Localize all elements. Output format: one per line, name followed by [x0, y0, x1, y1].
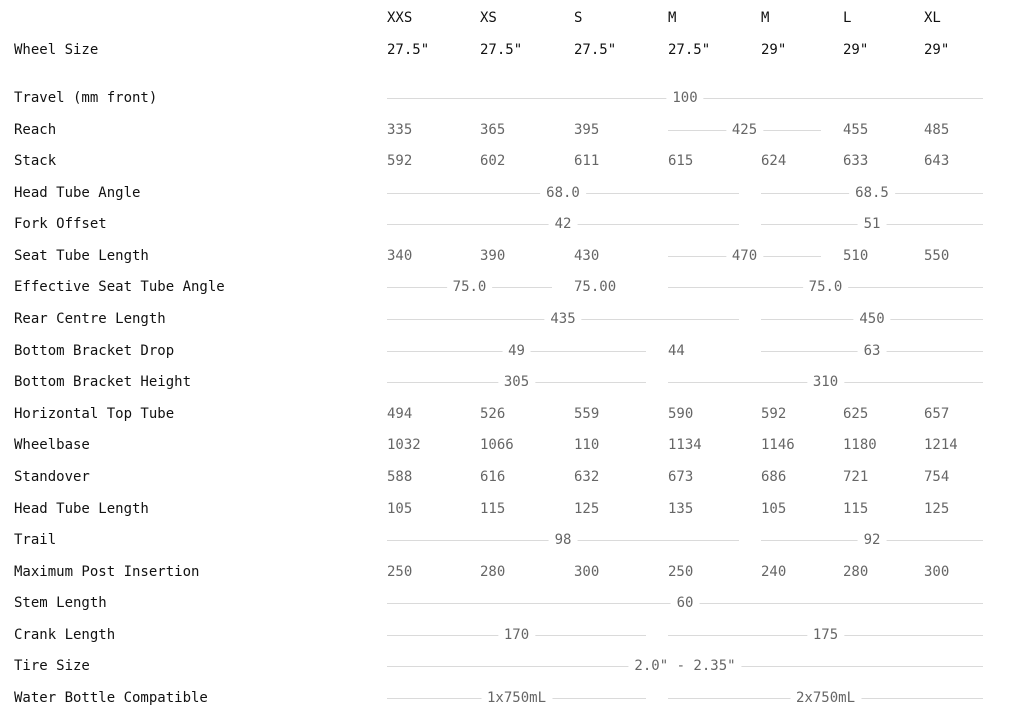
geometry-value: 335	[387, 122, 413, 138]
row-label-maximum-post-insertion: Maximum Post Insertion	[14, 564, 200, 580]
spanned-value-text: 310	[807, 373, 844, 391]
geometry-value: 115	[843, 501, 869, 517]
geometry-value: 494	[387, 406, 413, 422]
geometry-value: 135	[668, 501, 694, 517]
spanned-value	[387, 342, 646, 360]
spanned-value	[387, 278, 552, 296]
geometry-value: 592	[761, 406, 787, 422]
geometry-value: 611	[574, 153, 600, 169]
geometry-value: 485	[924, 122, 950, 138]
spanned-value-text: 51	[858, 215, 887, 233]
geometry-value: 430	[574, 248, 600, 264]
spanned-value-text: 98	[549, 531, 578, 549]
spanned-value-text: 63	[858, 342, 887, 360]
spanned-value	[387, 657, 983, 675]
geometry-value: 75.00	[574, 279, 617, 295]
geometry-value: 615	[668, 153, 694, 169]
geometry-value: 340	[387, 248, 413, 264]
spanned-value-text: 42	[549, 215, 578, 233]
row-label-wheelbase: Wheelbase	[14, 437, 90, 453]
size-header: XL	[924, 10, 941, 26]
row-label-trail: Trail	[14, 532, 57, 548]
geometry-value: 616	[480, 469, 506, 485]
spanned-value	[668, 121, 821, 139]
spanned-value	[668, 247, 821, 265]
wheel-size-value: 27.5"	[668, 42, 711, 58]
geometry-value: 110	[574, 437, 600, 453]
spanned-value-text: 92	[858, 531, 887, 549]
geometry-value: 250	[668, 564, 694, 580]
geometry-value: 125	[924, 501, 950, 517]
wheel-size-value: 27.5"	[387, 42, 430, 58]
geometry-value: 105	[761, 501, 787, 517]
geometry-value: 632	[574, 469, 600, 485]
geometry-value: 526	[480, 406, 506, 422]
wheel-size-value: 27.5"	[480, 42, 523, 58]
geometry-value: 625	[843, 406, 869, 422]
row-label-head-tube-angle: Head Tube Angle	[14, 185, 141, 201]
wheel-size-value: 29"	[843, 42, 869, 58]
spanned-value	[668, 278, 983, 296]
row-label-bottom-bracket-drop: Bottom Bracket Drop	[14, 343, 175, 359]
spanned-value-text: 2.0" - 2.35"	[628, 657, 741, 675]
row-label-effective-seat-tube-angle: Effective Seat Tube Angle	[14, 279, 225, 295]
spanned-value	[387, 184, 739, 202]
geometry-value: 633	[843, 153, 869, 169]
geometry-value: 1180	[843, 437, 877, 453]
spanned-value-text: 68.5	[849, 184, 895, 202]
row-label-head-tube-length: Head Tube Length	[14, 501, 149, 517]
row-label-tire-size: Tire Size	[14, 658, 90, 674]
spanned-value-text: 450	[853, 310, 890, 328]
geometry-value: 280	[843, 564, 869, 580]
spanned-value	[387, 310, 739, 328]
spanned-value-text: 2x750mL	[790, 689, 861, 707]
spanned-value	[668, 689, 983, 707]
geometry-value: 624	[761, 153, 787, 169]
geometry-value: 643	[924, 153, 950, 169]
geometry-value: 721	[843, 469, 869, 485]
row-label-travel-mm-front: Travel (mm front)	[14, 90, 158, 106]
spanned-value	[387, 594, 983, 612]
spanned-value-text: 60	[671, 594, 700, 612]
spanned-value	[387, 626, 646, 644]
spanned-value	[761, 342, 983, 360]
row-label-bottom-bracket-height: Bottom Bracket Height	[14, 374, 192, 390]
spanned-value-text: 75.0	[803, 278, 849, 296]
geometry-value: 455	[843, 122, 869, 138]
geometry-value: 559	[574, 406, 600, 422]
geometry-value: 44	[668, 343, 685, 359]
geometry-value: 300	[574, 564, 600, 580]
size-header: XS	[480, 10, 497, 26]
size-header: S	[574, 10, 583, 26]
geometry-value: 588	[387, 469, 413, 485]
geometry-value: 550	[924, 248, 950, 264]
row-label-stem-length: Stem Length	[14, 595, 107, 611]
geometry-value: 240	[761, 564, 787, 580]
row-label-seat-tube-length: Seat Tube Length	[14, 248, 149, 264]
row-label-reach: Reach	[14, 122, 57, 138]
spanned-value-text: 49	[502, 342, 531, 360]
spanned-value	[761, 310, 983, 328]
size-header: L	[843, 10, 852, 26]
size-header: M	[668, 10, 677, 26]
spanned-value-text: 100	[666, 89, 703, 107]
geometry-value: 1134	[668, 437, 702, 453]
geometry-value: 673	[668, 469, 694, 485]
geometry-value: 390	[480, 248, 506, 264]
spanned-value-text: 68.0	[540, 184, 586, 202]
geometry-value: 686	[761, 469, 787, 485]
size-header: XXS	[387, 10, 413, 26]
geometry-value: 1066	[480, 437, 514, 453]
spanned-value-text: 75.0	[447, 278, 493, 296]
wheel-size-value: 27.5"	[574, 42, 617, 58]
spanned-value-text: 175	[807, 626, 844, 644]
geometry-value: 365	[480, 122, 506, 138]
wheel-size-value: 29"	[924, 42, 950, 58]
spanned-value	[387, 373, 646, 391]
spanned-value-text: 1x750mL	[481, 689, 552, 707]
spanned-value	[387, 689, 646, 707]
row-label-standover: Standover	[14, 469, 90, 485]
spanned-value	[668, 373, 983, 391]
geometry-value: 280	[480, 564, 506, 580]
geometry-value: 250	[387, 564, 413, 580]
row-label-wheel-size: Wheel Size	[14, 42, 99, 58]
row-label-fork-offset: Fork Offset	[14, 216, 107, 232]
geometry-value: 590	[668, 406, 694, 422]
geometry-value: 125	[574, 501, 600, 517]
spanned-value	[668, 626, 983, 644]
row-label-horizontal-top-tube: Horizontal Top Tube	[14, 406, 175, 422]
row-label-stack: Stack	[14, 153, 57, 169]
geometry-value: 592	[387, 153, 413, 169]
spanned-value-text: 425	[726, 121, 763, 139]
geometry-value: 602	[480, 153, 506, 169]
geometry-value: 105	[387, 501, 413, 517]
spanned-value	[761, 531, 983, 549]
row-label-water-bottle-compatible: Water Bottle Compatible	[14, 690, 208, 706]
row-label-rear-centre-length: Rear Centre Length	[14, 311, 166, 327]
geometry-value: 754	[924, 469, 950, 485]
geometry-value: 657	[924, 406, 950, 422]
spanned-value-text: 170	[498, 626, 535, 644]
geometry-value: 1146	[761, 437, 795, 453]
spanned-value-text: 305	[498, 373, 535, 391]
spanned-value	[761, 215, 983, 233]
spanned-value	[387, 531, 739, 549]
spanned-value	[387, 215, 739, 233]
geometry-value: 1214	[924, 437, 958, 453]
geometry-value: 115	[480, 501, 506, 517]
geometry-value: 510	[843, 248, 869, 264]
spanned-value	[761, 184, 983, 202]
spanned-value	[387, 89, 983, 107]
size-header: M	[761, 10, 770, 26]
wheel-size-value: 29"	[761, 42, 787, 58]
spanned-value-text: 435	[544, 310, 581, 328]
row-label-crank-length: Crank Length	[14, 627, 116, 643]
geometry-value: 395	[574, 122, 600, 138]
spanned-value-text: 470	[726, 247, 763, 265]
geometry-value: 300	[924, 564, 950, 580]
geometry-value: 1032	[387, 437, 421, 453]
